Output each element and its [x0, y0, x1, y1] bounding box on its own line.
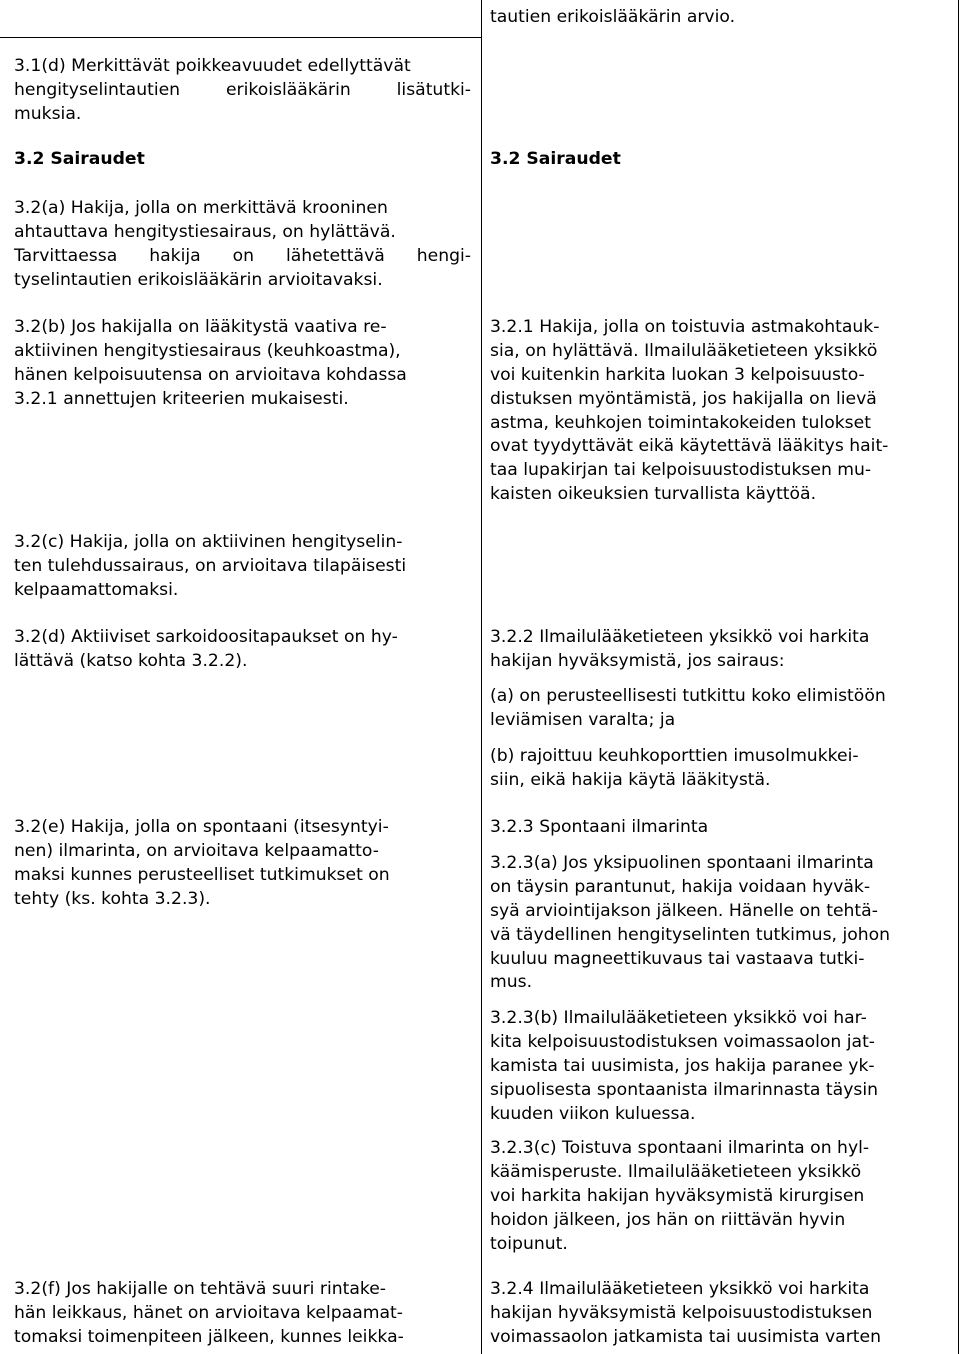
- item-3-2-d: [14, 626, 471, 674]
- column-divider: [481, 0, 482, 1354]
- item-3-2-3-a: [490, 852, 948, 995]
- text-segment: on: [232, 245, 255, 266]
- text-line: ahtauttava hengitystiesairaus, on hylättävä.: [14, 221, 396, 242]
- text-line: hoidon jälkeen, jos hän on riittävän hyvin: [490, 1209, 846, 1230]
- text-line: 3.2(b) Jos hakijalla on lääkitystä vaativa re-: [14, 317, 387, 337]
- text-line: [14, 245, 471, 269]
- text-line: vä täydellinen hengityselinten tutkimus, johon: [490, 924, 891, 945]
- heading-text: 3.2 Sairaudet: [490, 149, 621, 169]
- text-line: [14, 79, 471, 103]
- text-segment: erikoislääkärin: [225, 79, 351, 100]
- text-line: muksia.: [14, 103, 82, 124]
- text-line: siin, eikä hakija käytä lääkitystä.: [490, 769, 771, 790]
- left-column-top-border: [0, 37, 481, 38]
- item-3-2-3-title: [490, 816, 948, 840]
- text-line: kamista tai uusimista, jos hakija paranee yk-: [490, 1055, 875, 1076]
- text-line: 3.1(d) Merkittävät poikkeavuudet edellyttävät: [14, 56, 411, 76]
- right-top-continuation: [490, 6, 948, 30]
- text-line: tautien erikoislääkärin arvio.: [490, 7, 736, 27]
- text-line: maksi kunnes perusteelliset tutkimukset on: [14, 864, 390, 885]
- text-line: kuuluu magneettikuvaus tai vastaava tutki-: [490, 948, 865, 969]
- text-line: ten tulehdussairaus, on arvioitava tilapäisesti: [14, 555, 407, 576]
- section-heading-sairaudet-right: [490, 148, 948, 172]
- text-line: 3.2(d) Aktiiviset sarkoidoositapaukset on hy-: [14, 627, 398, 647]
- item-3-2-2-b: [490, 745, 948, 793]
- text-line: 3.2.3 Spontaani ilmarinta: [490, 817, 709, 837]
- text-line: 3.2.3(c) Toistuva spontaani ilmarinta on hyl-: [490, 1138, 870, 1158]
- text-line: sia, on hylättävä. Ilmailulääketieteen yksikkö: [490, 340, 878, 361]
- text-line: taa lupakirjan tai kelpoisuustodistuksen mu-: [490, 460, 872, 481]
- text-line: 3.2(a) Hakija, jolla on merkittävä krooninen: [14, 198, 388, 218]
- text-line: kelpaamattomaksi.: [14, 579, 179, 600]
- section-heading-sairaudet: [14, 148, 471, 172]
- text-line: 3.2.3(b) Ilmailulääketieteen yksikkö voi har-: [490, 1008, 867, 1028]
- text-line: tomaksi toimenpiteen jälkeen, kunnes leikka-: [14, 1326, 404, 1347]
- text-segment: hengityselintautien: [14, 79, 181, 100]
- item-3-2-a: [14, 197, 471, 293]
- text-line: 3.2(f) Jos hakijalle on tehtävä suuri rintake-: [14, 1279, 386, 1299]
- item-3-2-4: [490, 1278, 948, 1350]
- text-segment: hakija: [149, 245, 201, 266]
- text-line: kita kelpoisuustodistuksen voimassaolon jat-: [490, 1031, 876, 1052]
- text-segment: lisätutki-: [396, 79, 471, 100]
- text-line: hakijan hyväksymistä, jos sairaus:: [490, 650, 785, 671]
- heading-text: 3.2 Sairaudet: [14, 149, 145, 169]
- item-3-2-b: [14, 316, 471, 412]
- item-3-2-3-b: [490, 1007, 948, 1126]
- text-line: hakijan hyväksymistä kelpoisuustodistuksen: [490, 1302, 873, 1323]
- text-line: käämisperuste. Ilmailulääketieteen yksikkö: [490, 1161, 862, 1182]
- item-3-2-1: [490, 316, 948, 507]
- item-3-2-f: [14, 1278, 471, 1350]
- item-3-2-e: [14, 816, 471, 912]
- text-line: ovat tyydyttävät eikä käytettävä lääkitys hait-: [490, 436, 889, 457]
- text-line: syä arviointijakson jälkeen. Hänelle on tehtä-: [490, 900, 878, 921]
- text-line: voi harkita hakijan hyväksymistä kirurgisen: [490, 1185, 865, 1206]
- text-line: tehty (ks. kohta 3.2.3).: [14, 888, 211, 909]
- text-line: on täysin parantunut, hakija voidaan hyväk-: [490, 876, 871, 897]
- text-line: toipunut.: [490, 1233, 568, 1254]
- item-3-2-2: [490, 626, 948, 674]
- text-line: tyselintautien erikoislääkärin arvioitavaksi.: [14, 269, 383, 290]
- item-3-2-c: [14, 531, 471, 603]
- text-line: 3.2(e) Hakija, jolla on spontaani (itsesyntyi-: [14, 817, 389, 837]
- text-line: mus.: [490, 972, 533, 993]
- text-line: aktiivinen hengitystiesairaus (keuhkoastma),: [14, 340, 401, 361]
- text-line: 3.2.2 Ilmailulääketieteen yksikkö voi harkita: [490, 627, 870, 647]
- text-line: 3.2.1 annettujen kriteerien mukaisesti.: [14, 388, 349, 409]
- text-line: sipuolisesta spontaanista ilmarinnasta täysin: [490, 1079, 878, 1100]
- text-line: distuksen myöntämistä, jos hakijalla on lievä: [490, 388, 877, 409]
- text-line: 3.2.3(a) Jos yksipuolinen spontaani ilmarinta: [490, 853, 874, 873]
- text-segment: lähetettävä: [285, 245, 385, 266]
- table-right-border: [958, 0, 959, 1354]
- text-line: 3.2.4 Ilmailulääketieteen yksikkö voi harkita: [490, 1279, 870, 1299]
- text-line: 3.2(c) Hakija, jolla on aktiivinen hengityselin-: [14, 532, 403, 552]
- text-line: kuuden viikon kuluessa.: [490, 1103, 696, 1124]
- text-line: nen) ilmarinta, on arvioitava kelpaamatto-: [14, 840, 379, 861]
- text-line: hänen kelpoisuutensa on arvioitava kohdassa: [14, 364, 407, 385]
- text-line: astma, keuhkojen toimintakokeiden tulokset: [490, 412, 871, 433]
- item-3-2-2-a: [490, 685, 948, 733]
- text-line: 3.2.1 Hakija, jolla on toistuvia astmakohtauk-: [490, 317, 880, 337]
- text-line: hän leikkaus, hänet on arvioitava kelpaamat-: [14, 1302, 403, 1323]
- item-3-2-3-c: [490, 1137, 948, 1256]
- text-segment: Tarvittaessa: [14, 245, 118, 266]
- item-3-1-d: [14, 55, 471, 127]
- text-line: kaisten oikeuksien turvallista käyttöä.: [490, 484, 817, 505]
- text-line: lättävä (katso kohta 3.2.2).: [14, 650, 248, 671]
- text-line: voimassaolon jatkamista tai uusimista varten: [490, 1326, 881, 1347]
- text-line: leviämisen varalta; ja: [490, 709, 676, 730]
- text-line: (a) on perusteellisesti tutkittu koko elimistöön: [490, 686, 886, 706]
- text-line: (b) rajoittuu keuhkoporttien imusolmukkei-: [490, 746, 859, 766]
- text-segment: hengi-: [416, 245, 471, 266]
- text-line: voi kuitenkin harkita luokan 3 kelpoisuusto-: [490, 364, 865, 385]
